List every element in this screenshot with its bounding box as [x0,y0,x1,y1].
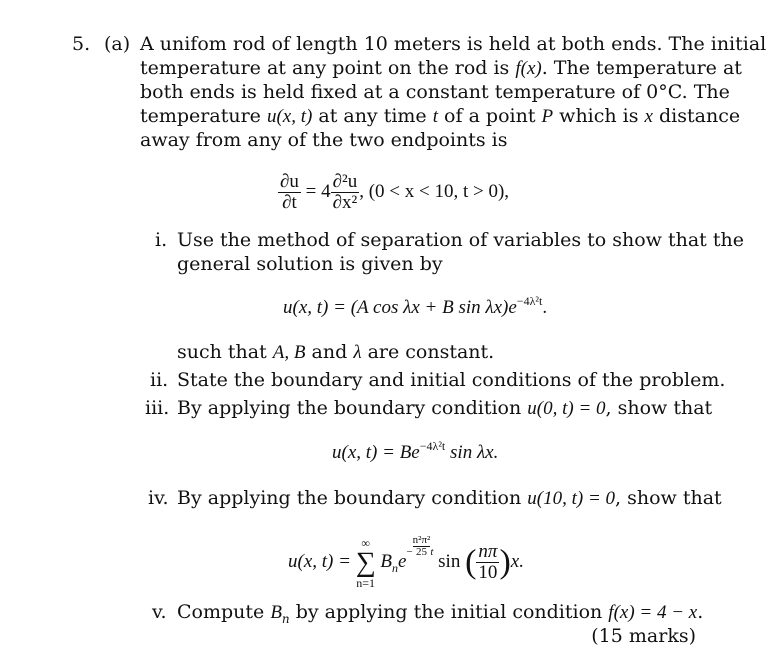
part-a-label: (a) [104,33,131,55]
item-i-label: i. [155,229,168,251]
general-solution-formula: u(x, t) = (A cos λx + B $\sin \lambda x)e^{-4\lambda^2t}$. [283,294,548,318]
heat-equation: $\frac{\partial u}{\partial t}$ = 4 $\frac{\text{∂²u}}{\text{∂x²}}$ , (0 < x < 10, t > 0), [280,171,510,214]
item-iv-label: iv. [148,487,169,509]
intro-line-5: away from any of the two endpoints is [140,129,508,151]
iii-formula: u(x, $t) = Be^{-4\lambda^2t}$ sin λx. [332,439,499,463]
intro-line-4: temperature u(x, t) at any time t of a point P which is x distance [140,105,741,127]
item-v-label: v. [152,601,167,623]
item-i-line-1: Use the method of separation of variables to show that the [177,229,744,251]
item-iii-label: iii. [145,397,170,419]
intro-line-3: both ends is held fixed at a constant temperature of 0°C. The [140,81,730,103]
summation-sign: ∞ ∑ n=1 [355,535,376,590]
intro-line-2: temperature at any point on the rod is f(x). The temperature at [140,57,742,79]
item-v-text: Compute $B_n$ by applying the initial condition f(x) = 4 − x. [177,601,704,626]
exponent-fraction: $\frac{\text{n²π²}}{25}$ [412,534,431,558]
item-i-line-2: general solution is given by [177,253,443,275]
marks-label: (15 marks) [591,625,696,647]
d2u-dx2-fraction: $\frac{\text{∂²u}}{\text{∂x²}}$ [332,171,358,214]
series-solution-formula: u(x, t) = ∞ ∑ n=1 $B_ne^-$ $\frac{\text{n²π²}}{25}$ $^t$ sin ( $\frac{n\pi}{10}$ )x. [288,534,524,590]
intro-line-1: A unifom rod of length 10 meters is held at both ends. The initial [140,33,767,55]
item-ii-text: State the boundary and initial conditions of the problem. [177,369,726,391]
du-dt-fraction: $\frac{\partial u}{\partial t}$ [280,171,299,214]
item-ii-label: ii. [150,369,169,391]
item-i-note: such that A, B and λ are constant. [177,341,495,363]
item-iii-text: By applying the boundary condition u(0, t) = 0, show that [177,397,713,419]
item-iv-text: By applying the boundary condition u(10, t) = 0, show that [177,487,722,509]
question-number: 5. [72,33,91,55]
sine-argument-fraction: $\frac{n\pi}{10}$ [478,541,498,584]
